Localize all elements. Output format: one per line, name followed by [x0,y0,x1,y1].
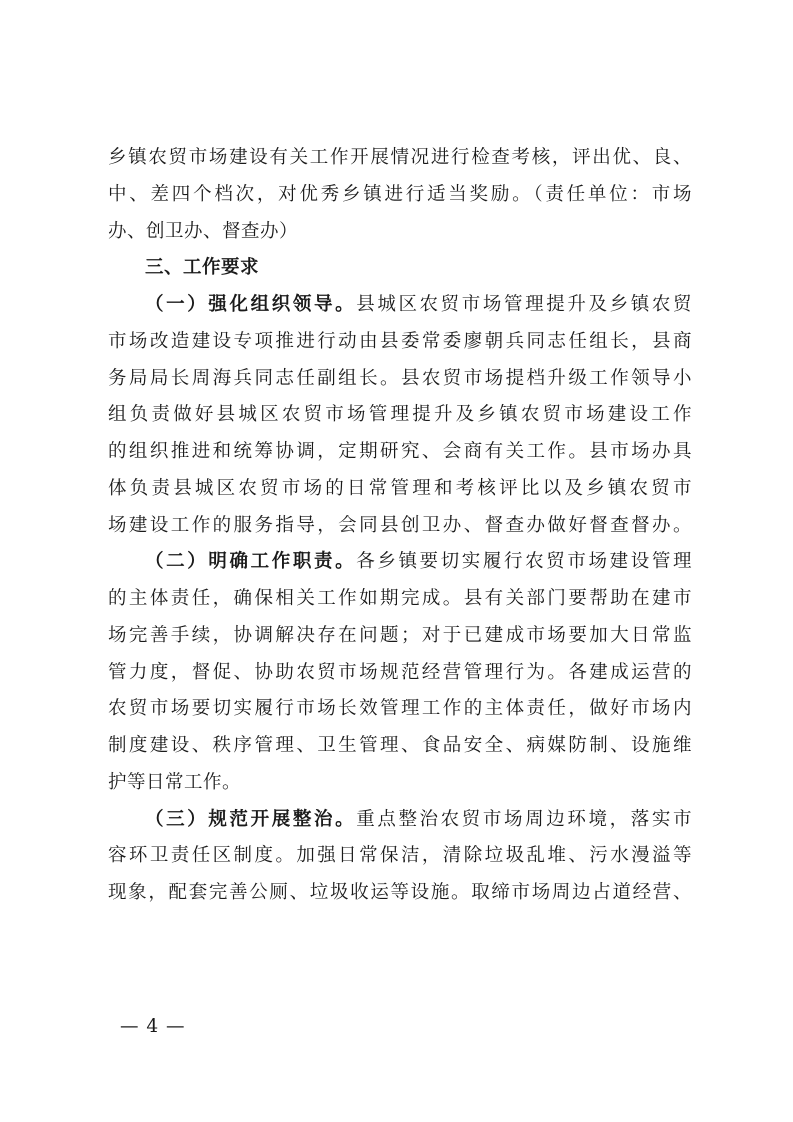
text-line: 的组织推进和统筹协调，定期研究、会商有关工作。县市场办具 [108,441,692,462]
text-line: 场完善手续，协调解决存在问题；对于已建成市场要加大日常监 [108,624,692,646]
paragraph-first-line [108,544,692,581]
text-line: 管力度，督促、协助农贸市场规范经营管理行为。各建成运营的 [108,661,692,683]
text-line: 乡镇农贸市场建设有关工作开展情况进行检查考核，评出优、良、 [108,147,692,168]
paragraph-lead: （一）强化组织领导。 [145,294,357,315]
paragraph-text: 县城区农贸市场管理提升及乡镇农贸 [356,294,692,315]
paragraph-first-line [108,287,692,324]
text-line: 务局局长周海兵同志任副组长。县农贸市场提档升级工作领导小 [108,367,692,389]
text-line: 市场改造建设专项推进行动由县委常委廖朝兵同志任组长，县商 [108,330,692,352]
text-line: 护等日常工作。 [108,771,242,793]
paragraph-text: 重点整治农贸市场周边环境，落实市 [356,808,692,830]
text-line: 办、创卫办、督查办） [108,220,299,242]
text-line: 的主体责任，确保相关工作如期完成。县有关部门要帮助在建市 [108,588,692,609]
text-line: 现象，配套完善公厕、垃圾收运等设施。取缔市场周边占道经营、 [108,882,692,903]
page-number: — 4 — [120,1016,186,1037]
paragraph-text: 各乡镇要切实履行农贸市场建设管理 [356,551,692,573]
paragraph-lead: （三）规范开展整治。 [145,808,357,830]
section-heading: 三、工作要求 [145,257,260,279]
text-line: 场建设工作的服务指导，会同县创卫办、督查办做好督查督办。 [108,514,692,536]
body-text [108,140,692,912]
text-line: 组负责做好县城区农贸市场管理提升及乡镇农贸市场建设工作 [108,404,692,426]
text-line: 容环卫责任区制度。加强日常保洁，清除垃圾乱堆、污水漫溢等 [108,845,692,867]
text-line: 农贸市场要切实履行市场长效管理工作的主体责任，做好市场内 [108,698,692,720]
text-line: 中、差四个档次，对优秀乡镇进行适当奖励。（责任单位：市场 [108,183,692,205]
paragraph-lead: （二）明确工作职责。 [145,551,357,573]
paragraph-first-line [108,802,692,839]
text-line: 制度建设、秩序管理、卫生管理、食品安全、病媒防制、设施维 [108,735,692,756]
text-line: 体负责县城区农贸市场的日常管理和考核评比以及乡镇农贸市 [108,477,692,499]
